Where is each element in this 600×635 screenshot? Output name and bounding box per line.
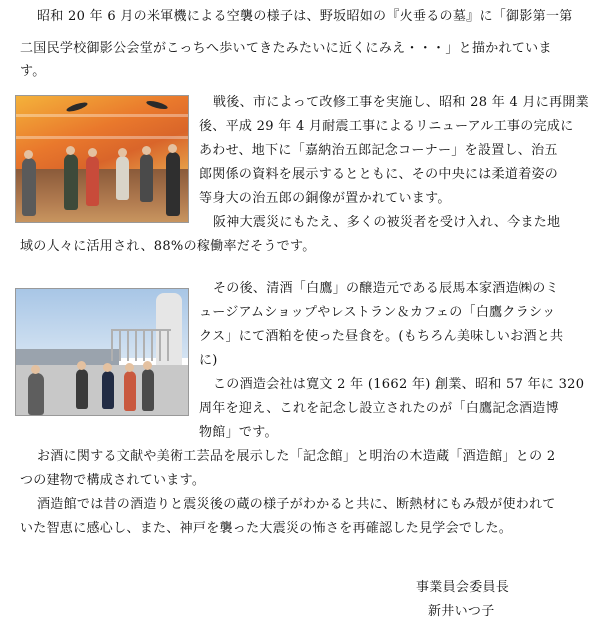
paragraph1-line-2: 二国民学校御影公会堂がこっちへ歩いてきたみたいに近くにみえ・・・」と描かれていま (20, 41, 552, 56)
paragraph3-line-6: 周年を迎え、これを記念し設立されたのが「白鷹記念酒造博 (199, 401, 559, 416)
visitor-figure (86, 156, 99, 206)
paragraph1-line-1: 昭和 20 年 6 月の米軍機による空襲の様子は、野坂昭如の『火垂るの墓』に「御影第一第 (37, 9, 573, 24)
paragraph3-line-9: つの建物で構成されています。 (20, 473, 206, 488)
paragraph2-line-2: 後、平成 29 年 4 月耐震工事によるリニューアル工事の完成に (199, 119, 574, 134)
paragraph3-line-5: この酒造会社は寛文 2 年 (1662 年) 創業、昭和 57 年に 320 (213, 377, 585, 392)
visitor-figure (116, 156, 129, 200)
paragraph3-line-3: クス」にて酒粕を使った昼食を。(もちろん美味しいお酒と共 (199, 329, 564, 344)
paragraph2-line-1: 戦後、市によって改修工事を実施し、昭和 28 年 4 月に再開業 (213, 95, 589, 110)
paragraph3-line-4: に) (199, 353, 218, 368)
hall-floor (16, 169, 188, 222)
paragraph2-line-6: 阪神大震災にもたえ、多くの被災者を受け入れ、今また地 (213, 215, 561, 230)
visitor-figure (140, 154, 153, 202)
paragraph2-line-7: 域の人々に活用され、88%の稼働率だそうです。 (20, 239, 316, 254)
visitor-figure (64, 154, 78, 210)
rooftop-railing (111, 329, 171, 361)
signature-role: 事業員会委員長 (416, 580, 510, 595)
visitor-figure (124, 371, 136, 411)
visitor-figure (22, 158, 36, 216)
signature-name: 新井いつ子 (428, 604, 495, 619)
visitor-figure (28, 373, 44, 415)
visitor-figure (102, 371, 114, 409)
paragraph1-line-3: す。 (20, 64, 46, 79)
paragraph3-line-2: ュージアムショップやレストラン＆カフェの「白鷹クラシッ (199, 305, 556, 320)
paragraph3-line-8: お酒に関する文献や美術工芸品を展示した「記念館」と明治の木造蔵「酒造館」との 2 (37, 449, 556, 464)
paragraph3-line-11: いた智恵に感心し、また、神戸を襲った大震災の怖さを再確認した見学会でした。 (20, 521, 513, 536)
paragraph2-line-4: 郎関係の資料を展示するとともに、その中央には柔道着姿の (199, 167, 559, 182)
paragraph2-line-5: 等身大の治五郎の銅像が置かれています。 (199, 191, 451, 206)
visitor-figure (76, 369, 88, 409)
photo-hall-visit (15, 95, 189, 223)
visitor-figure (142, 369, 154, 411)
paragraph3-line-7: 物館」です。 (199, 425, 278, 440)
paragraph3-line-10: 酒造館では昔の酒造りと震災後の蔵の様子がわかると共に、断熱材にもみ殻が使われて (37, 497, 556, 512)
visitor-figure (166, 152, 180, 216)
paragraph3-line-1: その後、清酒「白鷹」の醸造元である辰馬本家酒造㈱のミ (213, 281, 559, 296)
paragraph2-line-3: あわせ、地下に「嘉納治五郎記念コーナー」を設置し、治五 (199, 143, 558, 158)
photo-rooftop-group (15, 288, 189, 416)
